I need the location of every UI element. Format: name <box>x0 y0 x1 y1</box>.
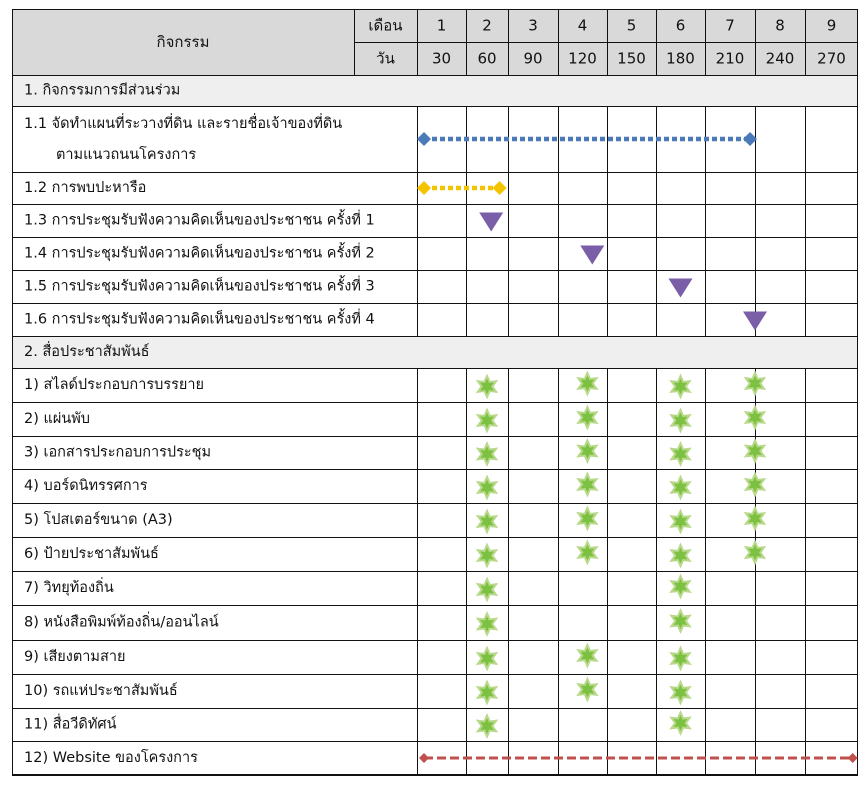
header-month-3: 3 <box>528 16 538 35</box>
row-label: 11) สื่อวีดิทัศน์ <box>24 716 117 733</box>
header-day-30: 30 <box>431 49 452 68</box>
header-month-1: 1 <box>436 16 447 35</box>
row-label-continued: ตามแนวถนนโครงการ <box>56 146 197 163</box>
header-day-240: 240 <box>765 49 795 68</box>
row-label: 6) ป้ายประชาสัมพันธ์ <box>24 546 159 562</box>
timeline-end-diamond <box>493 181 507 195</box>
row-label: 9) เสียงตามสาย <box>24 649 126 665</box>
header-day-60: 60 <box>477 49 497 68</box>
row-label: 7) วิทยุท้องถิ่น <box>24 580 114 596</box>
timeline-start-diamond <box>419 753 429 763</box>
row-label: 10) รถแห่ประชาสัมพันธ์ <box>24 683 178 699</box>
header-day-90: 90 <box>523 49 543 68</box>
row-label: 5) โปสเตอร์ขนาด (A3) <box>24 512 173 528</box>
row-label: 4) บอร์ดนิทรรศการ <box>24 478 148 494</box>
row-label: 8) หนังสือพิมพ์ท้องถิ่น/ออนไลน์ <box>24 614 219 631</box>
row-label: 2) แผ่นพับ <box>24 411 91 427</box>
timeline-start-diamond <box>417 181 431 195</box>
meeting-triangle-marker <box>743 312 767 331</box>
header-month-2: 2 <box>482 16 492 35</box>
meeting-triangle-marker <box>479 213 503 232</box>
header-day-120: 120 <box>568 49 597 68</box>
header-activity: กิจกรรม <box>156 33 210 51</box>
row-label: 1.4 การประชุมรับฟังความคิดเห็นของประชาชน ครั้งที่ 2 <box>24 245 375 262</box>
header-day-180: 180 <box>666 49 695 68</box>
header-month-7: 7 <box>725 16 735 35</box>
header-month-8: 8 <box>775 16 785 35</box>
row-label: 1.1 จัดทำแผนที่ระวางที่ดิน และรายชื่อเจ้าของที่ดิน <box>24 115 343 132</box>
timeline-start-diamond <box>417 132 431 146</box>
row-label: 1.2 การพบปะหารือ <box>24 180 147 196</box>
row-label: 12) Website ของโครงการ <box>24 750 198 766</box>
header-day-270: 270 <box>817 49 846 68</box>
header-day-label: วัน <box>376 49 395 68</box>
header-month-6: 6 <box>675 16 686 35</box>
header-day-210: 210 <box>715 49 745 68</box>
meeting-triangle-marker <box>580 246 604 265</box>
row-label: 3) เอกสารประกอบการประชุม <box>24 444 212 461</box>
timeline-end-diamond <box>848 753 858 763</box>
section-label: 1. กิจกรรมการมีส่วนร่วม <box>24 82 181 99</box>
row-label: 1.6 การประชุมรับฟังความคิดเห็นของประชาชน ครั้งที่ 4 <box>24 311 375 328</box>
header-month-9: 9 <box>826 16 837 35</box>
header-month-label: เดือน <box>368 16 403 35</box>
header-day-150: 150 <box>617 49 646 68</box>
row-label: 1.5 การประชุมรับฟังความคิดเห็นของประชาชน ครั้งที่ 3 <box>24 278 375 295</box>
meeting-triangle-marker <box>669 279 693 298</box>
header-month-5: 5 <box>626 16 637 35</box>
section-label: 2. สื่อประชาสัมพันธ์ <box>24 344 150 360</box>
row-label: 1.3 การประชุมรับฟังความคิดเห็นของประชาชน ครั้งที่ 1 <box>24 212 375 229</box>
header-month-4: 4 <box>577 16 588 35</box>
row-label: 1) สไลด์ประกอบการบรรยาย <box>24 377 205 393</box>
timeline-end-diamond <box>743 132 757 146</box>
